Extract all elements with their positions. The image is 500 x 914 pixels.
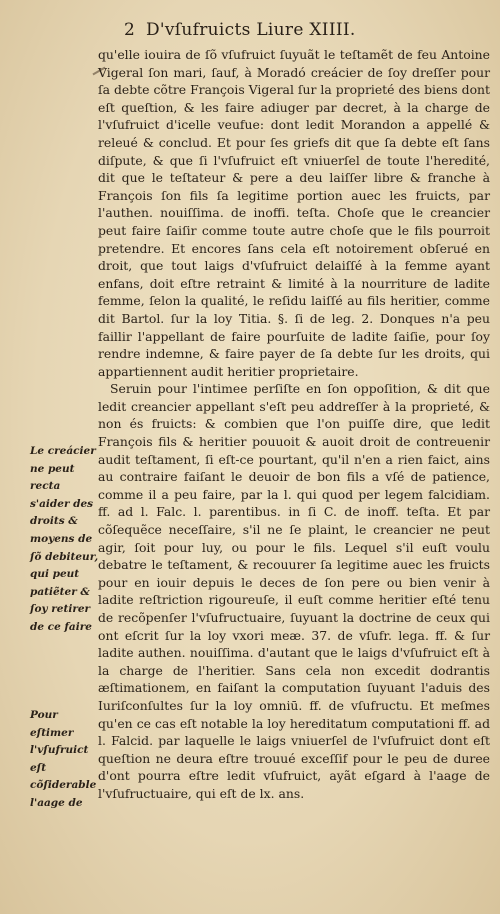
page-header (0, 20, 500, 46)
main-text-block (98, 46, 490, 803)
margin-note-creditor: Le creácier ne peut recta s'aider des droits & moyens de ſõ debiteur, qui peut patiẽter & ſoy retirer de ce faire (30, 445, 99, 633)
margin-note-usufruct-age: Pour eſtimer l'vſufruict eſt cõſiderable l'aage de (30, 709, 97, 809)
paragraph-2: Seruin pour l'intimee perſiſte en ſon oppoſition, & dit que ledit creancier appellant s'eſt peu addreſſer à la proprieté, & non és fruicts: & combien que l'on puiſſe dire, que ledit François fils & heritier pouuoit & auoit droit de contreuenir audit teſtament, ſi eſt-ce pourtant, qu'il n'en a rien faict, ains au contraire faiſant le deuoir de bon fils a vſé de patience, comme il a peu faire, par la l. qui quod per legem falcidiam. ff. ad l. Falc. l. parentibus. in ſi C. de inoff. teſta. Et par cõſequẽce neceſſaire, s'il ne ſe plaint, le creancier ne peut agir, ſoit pour luy, ou pour le fils. Lequel s'il euſt voulu debatre le teſtament, & recouurer ſa legitime auec les fruicts pour en iouir depuis le deces de ſon pere ou bien venir à ladite reſtriction rigoureuſe, il euſt comme heritier eſté tenu de recõpenſer l'vſufructuaire, ſuyuant la doctrine de ceux qui ont eſcrit ſur la loy vxori meæ. 37. de vſufr. lega. ff. & ſur ladite authen. nouiſſima. d'autant que le laigs d'vſufruict eſt à la charge de l'heritier. Sans cela non excedit dodrantis æſtimationem, en faiſant la computation ſuyuant l'aduis des Iuriſconſultes ſur la loy omniū. ff. de vſufructu. Et meſmes qu'en ce cas eſt notable la loy hereditatum computationi ff. ad l. Falcid. par laquelle le laigs vniuerſel de l'vſufruict dont eſt queſtion ne deura eſtre trouué exceſſif pour le peu de duree d'ont pourra eſtre ledit vſufruict, ayãt eſgard à l'aage de l'vſufructuaire, qui eſt de lx. ans. (98, 381, 490, 801)
paragraph-1: qu'elle iouira de ſõ vſufruict ſuyuãt le teſtamẽt de feu Antoine Vigeral ſon mari, ſauf, à Moradó creácier de ſoy dreſſer pour ſa debte cõtre François Vigeral ſur la proprieté des biens dont eſt queſtion, & les faire adiuger par decret, à la charge de l'vſufruict d'icelle veufue: dont ledit Morandon a appellé & releué & conclud. Et pour ſes griefs dit que ſa debte eſt ſans diſpute, & que ſi l'vſufruict eſt vniuerſel de toute l'heredité, dit que le teſtateur & pere a deu laiſſer libre & franche à François ſon fils ſa legitime portion auec les fruicts, par l'authen. nouiſſima. de inoffi. teſta. Choſe que le creancier peut faire ſaiſir comme toute autre choſe que le fils pourroit pretendre. Et encores ſans cela eſt notoirement obſerué en droit, que tout laigs d'vſufruict delaiſſé à la femme ayant enfans, doit eſtre retraint & limité à la nourriture de ladite femme, ſelon la qualité, le reſidu laiſſé au fils heritier, comme dit Bartol. ſur la loy Titia. §. ſi de leg. 2. Donques n'a peu faillir l'appellant de faire pourſuite de ladite ſaiſie, pour ſoy rendre indemne, & faire payer de ſa debte ſur les droits, qui appartiennent audit heritier proprietaire. (98, 47, 490, 379)
page-number: 2 (124, 20, 135, 40)
running-title: D'vſufruicts Liure XIIII. (146, 20, 356, 40)
